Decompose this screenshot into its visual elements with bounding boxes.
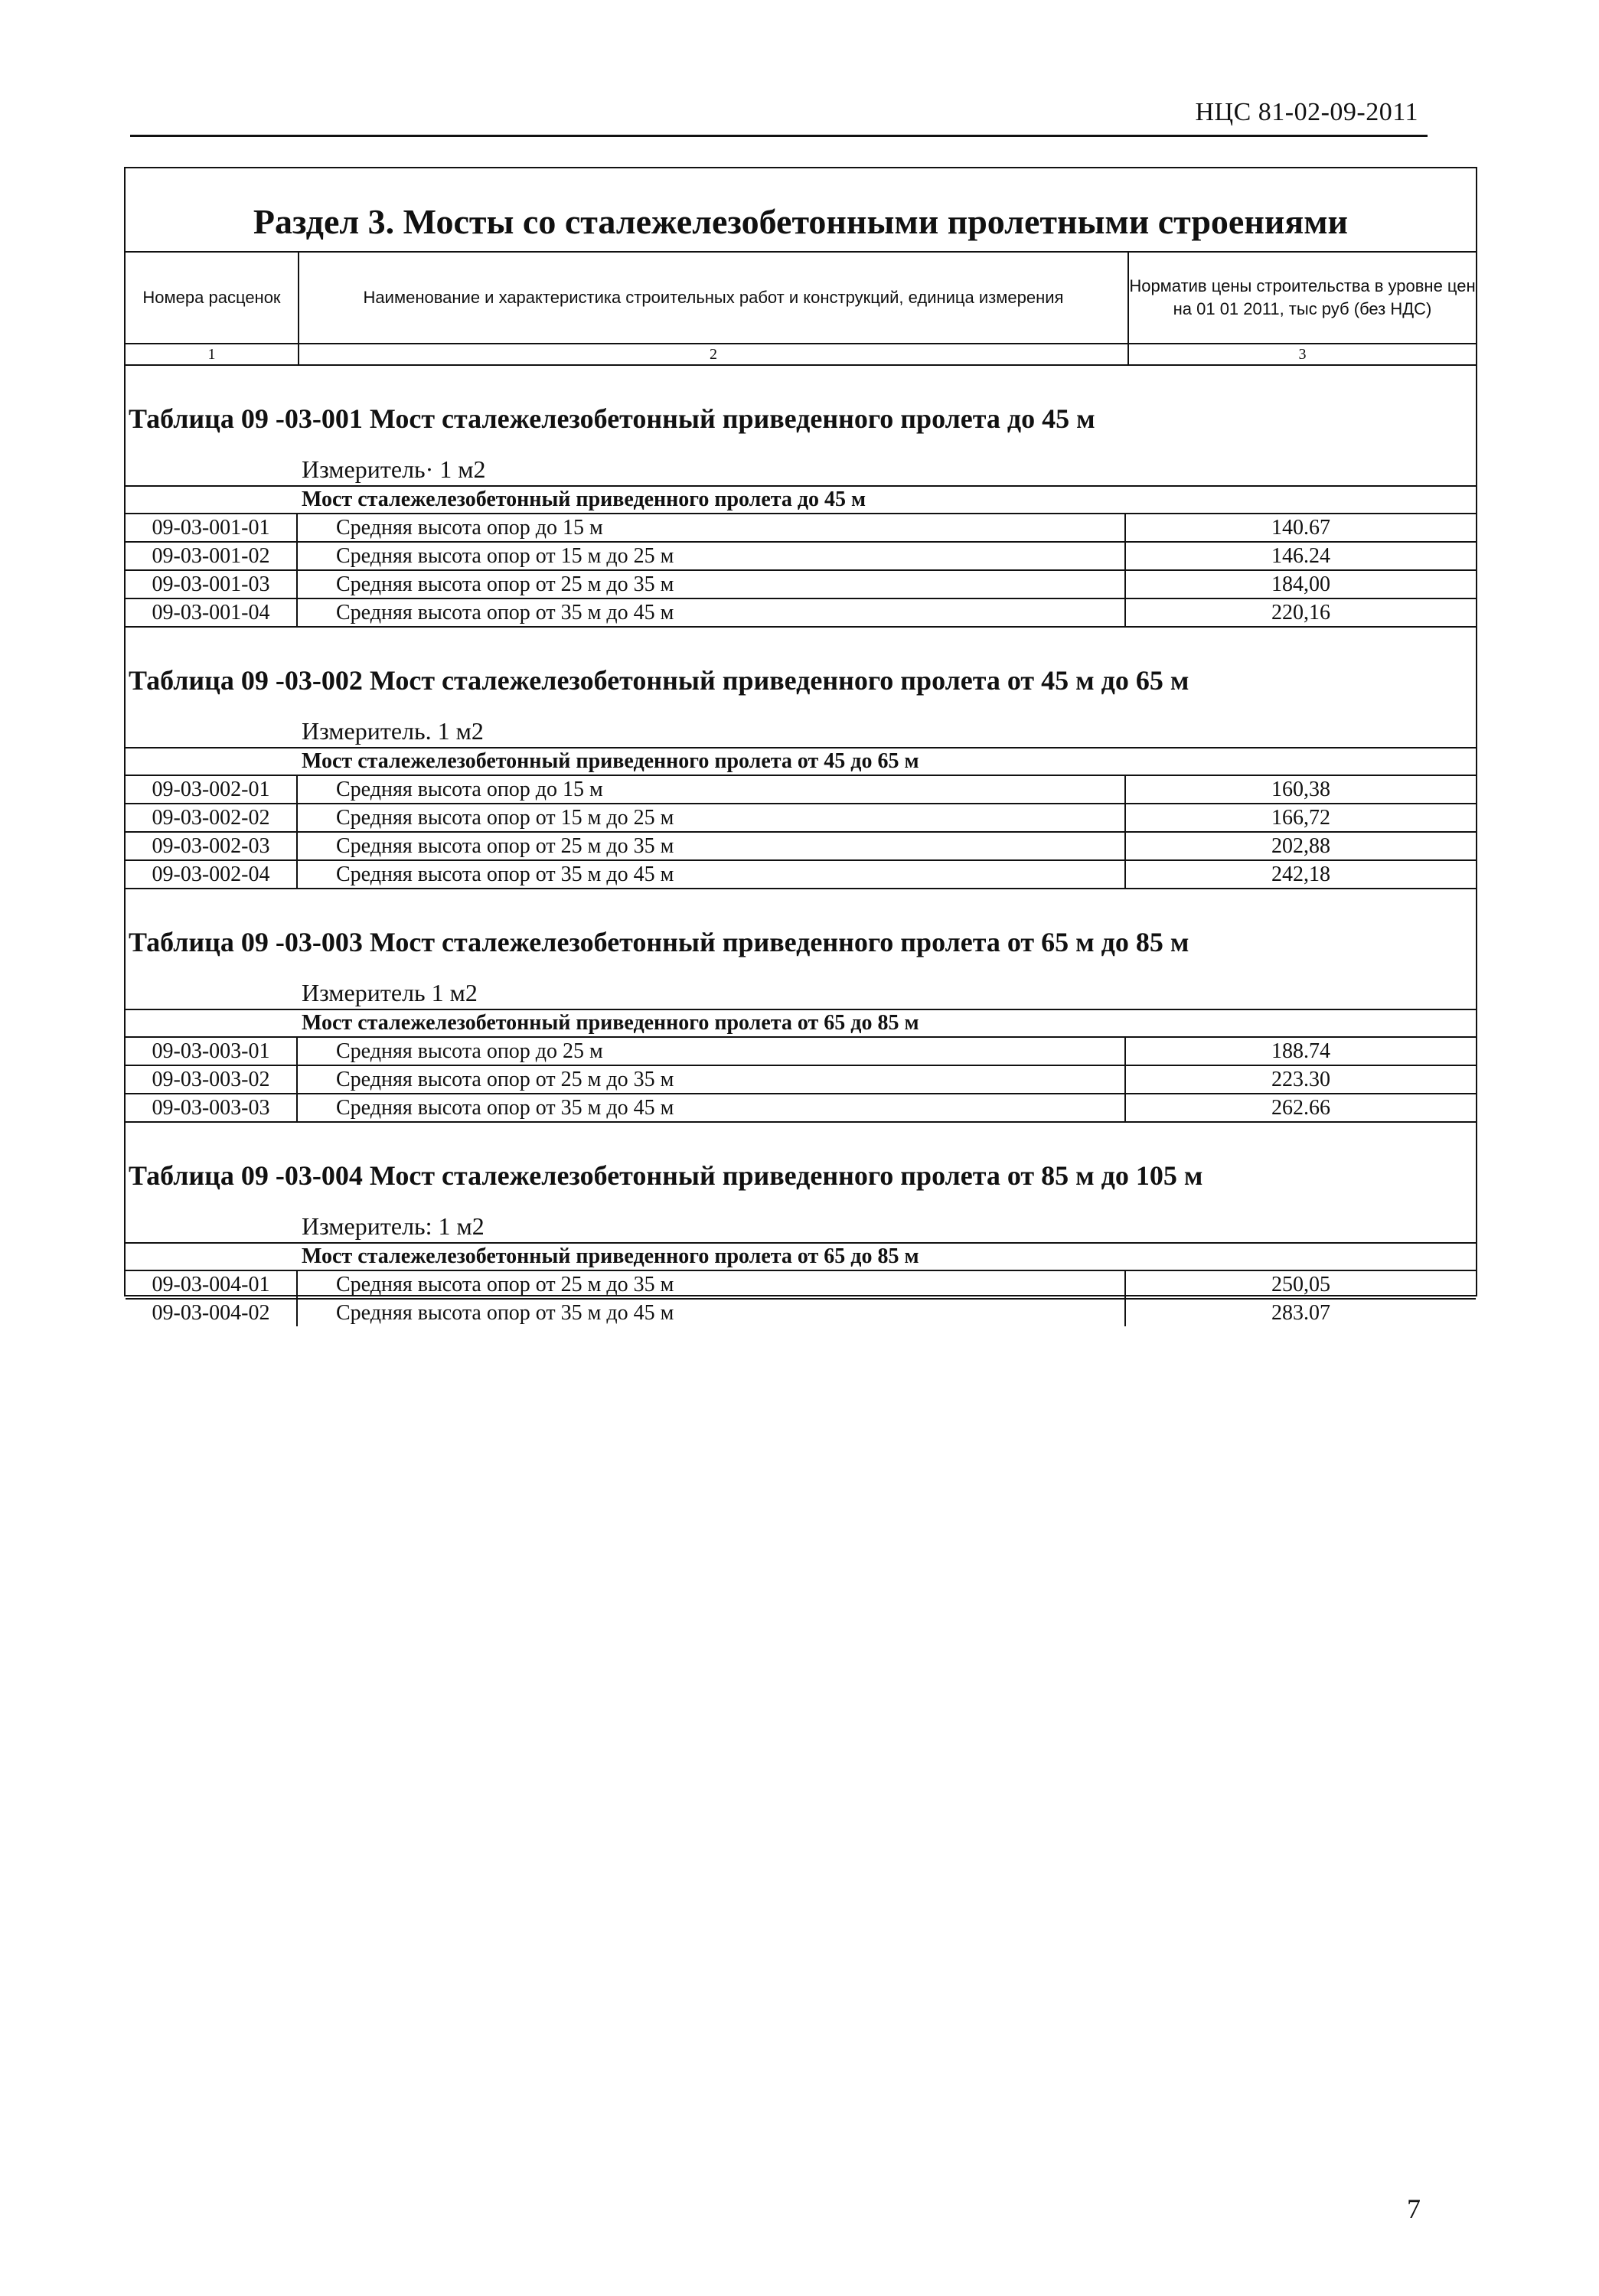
- rate-description: Средняя высота опор от 25 м до 35 м: [298, 571, 1126, 598]
- rate-code: 09-03-001-02: [126, 543, 298, 569]
- rate-code: 09-03-004-02: [126, 1300, 298, 1326]
- rate-price: 166,72: [1271, 806, 1330, 830]
- rate-price: 184,00: [1271, 572, 1330, 596]
- column-header-description: Наименование и характеристика строительных работ и конструкций, единица измерения: [299, 253, 1129, 343]
- column-numbers: [126, 344, 1476, 366]
- rate-description: Средняя высота опор от 25 м до 35 м: [298, 1066, 1126, 1093]
- rate-price: 242,18: [1271, 863, 1330, 886]
- table-unit: Измеритель: 1 м2: [126, 1210, 1476, 1244]
- table-rows: [126, 776, 1476, 889]
- price-table: [126, 1156, 1476, 1326]
- rate-code: 09-03-001-04: [126, 599, 298, 626]
- rate-price: 146.24: [1271, 544, 1330, 568]
- column-header-price: Норматив цены строительства в уровне цен на 01 01 2011, тыс руб (без НДС): [1129, 276, 1476, 318]
- price-table-frame: [124, 167, 1477, 1325]
- table-row: [126, 514, 1476, 543]
- table-subheading: Мост сталежелезобетонный приведенного пролета от 45 до 65 м: [126, 748, 1476, 776]
- rate-description: Средняя высота опор от 35 м до 45 м: [298, 861, 1126, 888]
- page-number: 7: [1407, 2193, 1421, 2224]
- rate-code: 09-03-004-01: [126, 1271, 298, 1298]
- column-number-3: 3: [1298, 346, 1307, 363]
- table-row: [126, 571, 1476, 599]
- column-number-1: 1: [126, 344, 299, 364]
- rate-description: Средняя высота опор от 35 м до 45 м: [298, 599, 1126, 626]
- rate-description: Средняя высота опор от 25 м до 35 м: [298, 1271, 1126, 1298]
- table-rows: [126, 1038, 1476, 1123]
- rate-price: 223.30: [1271, 1068, 1330, 1091]
- price-tables: [126, 400, 1476, 1326]
- rate-price: 250,05: [1271, 1273, 1330, 1296]
- table-unit: Измеритель 1 м2: [126, 977, 1476, 1010]
- rate-description: Средняя высота опор до 15 м: [298, 514, 1126, 541]
- table-row: [126, 1271, 1476, 1300]
- table-subheading: Мост сталежелезобетонный приведенного пролета от 65 до 85 м: [126, 1244, 1476, 1271]
- rate-code: 09-03-003-02: [126, 1066, 298, 1093]
- table-subheading: Мост сталежелезобетонный приведенного пролета до 45 м: [126, 487, 1476, 514]
- rate-description: Средняя высота опор от 35 м до 45 м: [298, 1094, 1126, 1121]
- table-row: [126, 1038, 1476, 1066]
- rate-description: Средняя высота опор до 25 м: [298, 1038, 1126, 1065]
- table-title: Таблица 09 -03-004 Мост сталежелезобетонный приведенного пролета от 85 м до 105 м: [129, 1160, 1203, 1191]
- table-row: [126, 543, 1476, 571]
- table-row: [126, 1094, 1476, 1121]
- table-row: [126, 1300, 1476, 1326]
- section-title: Раздел 3. Мосты со сталежелезобетонными пролетными строениями: [126, 168, 1476, 253]
- rate-code: 09-03-003-01: [126, 1038, 298, 1065]
- rate-description: Средняя высота опор от 35 м до 45 м: [298, 1300, 1126, 1326]
- rate-code: 09-03-001-01: [126, 514, 298, 541]
- column-number-2: 2: [299, 344, 1129, 364]
- table-row: [126, 1066, 1476, 1094]
- table-title: Таблица 09 -03-002 Мост сталежелезобетонный приведенного пролета от 45 м до 65 м: [129, 665, 1189, 696]
- rate-description: Средняя высота опор от 25 м до 35 м: [298, 833, 1126, 859]
- price-table: [126, 661, 1476, 889]
- rate-price: 220,16: [1271, 601, 1330, 625]
- rate-price: 202,88: [1271, 834, 1330, 858]
- rate-code: 09-03-003-03: [126, 1094, 298, 1121]
- header-rule: [130, 135, 1428, 137]
- table-unit: Измеритель. 1 м2: [126, 715, 1476, 748]
- table-row: [126, 599, 1476, 626]
- table-unit: Измеритель· 1 м2: [126, 453, 1476, 487]
- table-row: [126, 861, 1476, 888]
- rate-price: 140.67: [1271, 516, 1330, 540]
- price-table: [126, 400, 1476, 628]
- table-rows: [126, 1271, 1476, 1326]
- rate-price: 160,38: [1271, 778, 1330, 801]
- table-title: Таблица 09 -03-001 Мост сталежелезобетонный приведенного пролета до 45 м: [129, 403, 1095, 434]
- rate-price: 188.74: [1271, 1039, 1330, 1063]
- price-table: [126, 923, 1476, 1123]
- rate-price: 283.07: [1271, 1301, 1330, 1325]
- rate-code: 09-03-002-02: [126, 804, 298, 831]
- column-headers: [126, 253, 1476, 344]
- rate-code: 09-03-002-04: [126, 861, 298, 888]
- table-title: Таблица 09 -03-003 Мост сталежелезобетонный приведенного пролета от 65 м до 85 м: [129, 927, 1189, 957]
- rate-description: Средняя высота опор от 15 м до 25 м: [298, 804, 1126, 831]
- column-header-codes: Номера расценок: [126, 253, 299, 343]
- rate-code: 09-03-002-01: [126, 776, 298, 803]
- table-row: [126, 776, 1476, 804]
- table-rows: [126, 514, 1476, 628]
- table-row: [126, 804, 1476, 833]
- table-row: [126, 833, 1476, 861]
- document-code: НЦС 81-02-09-2011: [1195, 98, 1418, 126]
- rate-description: Средняя высота опор до 15 м: [298, 776, 1126, 803]
- rate-description: Средняя высота опор от 15 м до 25 м: [298, 543, 1126, 569]
- rate-code: 09-03-001-03: [126, 571, 298, 598]
- rate-code: 09-03-002-03: [126, 833, 298, 859]
- table-subheading: Мост сталежелезобетонный приведенного пролета от 65 до 85 м: [126, 1010, 1476, 1038]
- rate-price: 262.66: [1271, 1096, 1330, 1120]
